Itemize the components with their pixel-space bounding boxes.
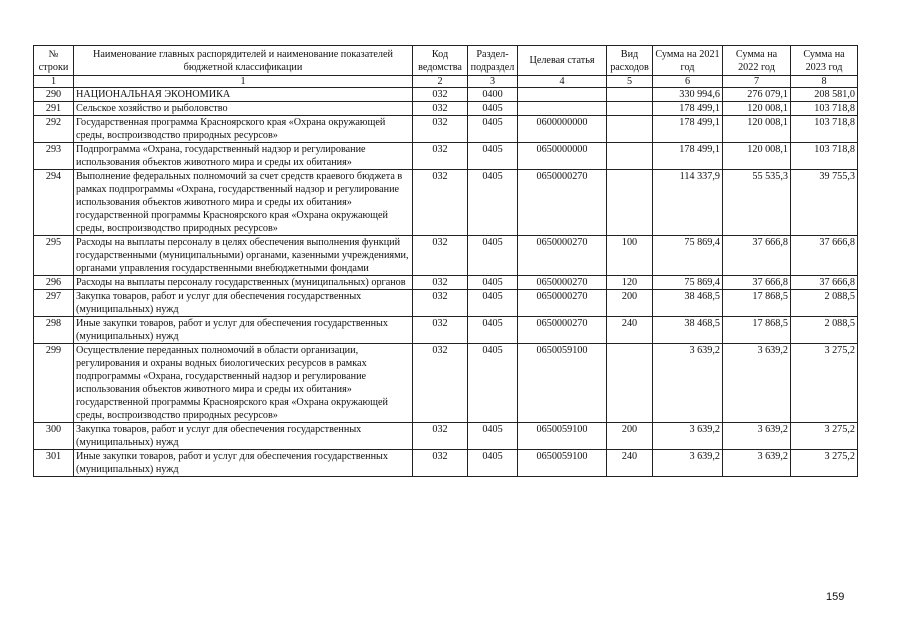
row-sum-2021: 178 499,1 (653, 116, 723, 143)
row-target-code: 0650000270 (518, 170, 607, 236)
row-section-code: 0405 (468, 450, 518, 477)
header-dept: Код ведомства (413, 46, 468, 76)
row-dept-code: 032 (413, 143, 468, 170)
table-row (34, 88, 858, 102)
row-sum-2021: 3 639,2 (653, 344, 723, 423)
row-dept-code: 032 (413, 116, 468, 143)
row-expense-type (607, 88, 653, 102)
header-2021: Сумма на 2021 год (653, 46, 723, 76)
column-number: 3 (468, 76, 518, 88)
row-expense-type: 240 (607, 450, 653, 477)
table-row (34, 170, 858, 236)
row-target-code: 0600000000 (518, 116, 607, 143)
row-sum-2021: 178 499,1 (653, 143, 723, 170)
table-row (34, 344, 858, 423)
column-number: 8 (791, 76, 858, 88)
row-name: НАЦИОНАЛЬНАЯ ЭКОНОМИКА (74, 88, 413, 102)
row-sum-2022: 37 666,8 (723, 276, 791, 290)
row-number: 293 (34, 143, 74, 170)
row-number: 294 (34, 170, 74, 236)
row-section-code: 0405 (468, 276, 518, 290)
row-sum-2021: 330 994,6 (653, 88, 723, 102)
table-row (34, 236, 858, 276)
row-section-code: 0405 (468, 170, 518, 236)
header-row (34, 46, 858, 76)
row-number: 295 (34, 236, 74, 276)
row-dept-code: 032 (413, 102, 468, 116)
row-sum-2022: 120 008,1 (723, 116, 791, 143)
row-target-code: 0650059100 (518, 344, 607, 423)
column-number: 1 (34, 76, 74, 88)
row-dept-code: 032 (413, 290, 468, 317)
row-sum-2022: 3 639,2 (723, 450, 791, 477)
column-number: 4 (518, 76, 607, 88)
row-dept-code: 032 (413, 170, 468, 236)
row-target-code: 0650000270 (518, 236, 607, 276)
row-name: Сельское хозяйство и рыболовство (74, 102, 413, 116)
row-sum-2022: 55 535,3 (723, 170, 791, 236)
row-dept-code: 032 (413, 88, 468, 102)
row-name: Закупка товаров, работ и услуг для обеспечения государственных (муниципальных) нужд (74, 423, 413, 450)
row-expense-type (607, 170, 653, 236)
row-sum-2023: 3 275,2 (791, 450, 858, 477)
row-section-code: 0405 (468, 317, 518, 344)
row-number: 299 (34, 344, 74, 423)
row-sum-2021: 3 639,2 (653, 450, 723, 477)
row-sum-2021: 178 499,1 (653, 102, 723, 116)
row-number: 297 (34, 290, 74, 317)
header-target: Целевая статья (518, 46, 607, 76)
row-target-code (518, 102, 607, 116)
row-name: Подпрограмма «Охрана, государственный надзор и регулирование использования объектов животного мира и среды их обитания» (74, 143, 413, 170)
row-dept-code: 032 (413, 317, 468, 344)
row-name: Расходы на выплаты персоналу государственных (муниципальных) органов (74, 276, 413, 290)
row-name: Государственная программа Красноярского края «Охрана окружающей среды, воспроизводство природных ресурсов» (74, 116, 413, 143)
row-dept-code: 032 (413, 236, 468, 276)
row-sum-2022: 120 008,1 (723, 102, 791, 116)
table-row (34, 423, 858, 450)
row-dept-code: 032 (413, 450, 468, 477)
row-number: 296 (34, 276, 74, 290)
row-sum-2021: 38 468,5 (653, 317, 723, 344)
row-sum-2023: 103 718,8 (791, 143, 858, 170)
row-expense-type (607, 143, 653, 170)
header-2023: Сумма на 2023 год (791, 46, 858, 76)
row-sum-2023: 37 666,8 (791, 276, 858, 290)
row-name: Закупка товаров, работ и услуг для обеспечения государственных (муниципальных) нужд (74, 290, 413, 317)
header-section: Раздел-подраздел (468, 46, 518, 76)
row-sum-2023: 3 275,2 (791, 423, 858, 450)
row-sum-2021: 75 869,4 (653, 276, 723, 290)
row-sum-2022: 37 666,8 (723, 236, 791, 276)
row-number: 291 (34, 102, 74, 116)
row-sum-2023: 103 718,8 (791, 116, 858, 143)
row-sum-2021: 3 639,2 (653, 423, 723, 450)
row-section-code: 0405 (468, 116, 518, 143)
row-section-code: 0405 (468, 290, 518, 317)
column-number: 5 (607, 76, 653, 88)
row-sum-2022: 3 639,2 (723, 344, 791, 423)
row-sum-2022: 17 868,5 (723, 290, 791, 317)
row-target-code: 0650000270 (518, 317, 607, 344)
row-section-code: 0405 (468, 102, 518, 116)
budget-table (33, 45, 858, 477)
header-num: № строки (34, 46, 74, 76)
row-sum-2021: 114 337,9 (653, 170, 723, 236)
row-expense-type (607, 116, 653, 143)
row-section-code: 0405 (468, 344, 518, 423)
row-number: 300 (34, 423, 74, 450)
table-row (34, 143, 858, 170)
row-section-code: 0405 (468, 143, 518, 170)
table-row (34, 450, 858, 477)
row-dept-code: 032 (413, 276, 468, 290)
row-target-code: 0650000270 (518, 276, 607, 290)
row-number: 301 (34, 450, 74, 477)
row-number: 292 (34, 116, 74, 143)
table-row (34, 317, 858, 344)
row-expense-type: 200 (607, 423, 653, 450)
row-target-code: 0650059100 (518, 450, 607, 477)
column-number: 7 (723, 76, 791, 88)
row-name: Осуществление переданных полномочий в области организации, регулирования и охраны водных биологических ресурсов в рамках подпрограммы «Охрана, государственный надзор и регулирование использования объектов животного мира и среды их обитания» государственной программы Красноярского края «Охрана окружающей среды, воспроизводство природных ресурсов» (74, 344, 413, 423)
row-sum-2022: 17 868,5 (723, 317, 791, 344)
row-sum-2023: 208 581,0 (791, 88, 858, 102)
row-sum-2023: 39 755,3 (791, 170, 858, 236)
row-expense-type (607, 102, 653, 116)
row-sum-2022: 3 639,2 (723, 423, 791, 450)
row-name: Выполнение федеральных полномочий за счет средств краевого бюджета в рамках подпрограммы «Охрана, государственный надзор и регулирование использования объектов животного мира и среды их обитания» государственной программы Красноярского края «Охрана окружающей среды, воспроизводство природных ресурсов» (74, 170, 413, 236)
row-expense-type: 200 (607, 290, 653, 317)
row-section-code: 0400 (468, 88, 518, 102)
row-sum-2023: 3 275,2 (791, 344, 858, 423)
row-number: 298 (34, 317, 74, 344)
row-target-code: 0650059100 (518, 423, 607, 450)
row-number: 290 (34, 88, 74, 102)
column-number: 1 (74, 76, 413, 88)
row-sum-2021: 38 468,5 (653, 290, 723, 317)
row-section-code: 0405 (468, 236, 518, 276)
row-sum-2023: 2 088,5 (791, 290, 858, 317)
header-name: Наименование главных распорядителей и наименование показателей бюджетной классификации (74, 46, 413, 76)
table-row (34, 116, 858, 143)
row-target-code (518, 88, 607, 102)
row-section-code: 0405 (468, 423, 518, 450)
row-name: Иные закупки товаров, работ и услуг для обеспечения государственных (муниципальных) нужд (74, 450, 413, 477)
row-expense-type: 240 (607, 317, 653, 344)
row-sum-2022: 276 079,1 (723, 88, 791, 102)
header-exp: Вид расходов (607, 46, 653, 76)
row-dept-code: 032 (413, 344, 468, 423)
row-sum-2023: 103 718,8 (791, 102, 858, 116)
table-row (34, 276, 858, 290)
row-dept-code: 032 (413, 423, 468, 450)
row-name: Иные закупки товаров, работ и услуг для обеспечения государственных (муниципальных) нужд (74, 317, 413, 344)
page-number: 159 (826, 591, 845, 603)
row-target-code: 0650000270 (518, 290, 607, 317)
row-name: Расходы на выплаты персоналу в целях обеспечения выполнения функций государственными (муниципальными) органами, казенными учреждениями, органами управления государственными внебюджетными фондами (74, 236, 413, 276)
row-expense-type: 100 (607, 236, 653, 276)
column-number-row (34, 76, 858, 88)
header-2022: Сумма на 2022 год (723, 46, 791, 76)
column-number: 2 (413, 76, 468, 88)
row-sum-2022: 120 008,1 (723, 143, 791, 170)
table-row (34, 290, 858, 317)
table-row (34, 102, 858, 116)
column-number: 6 (653, 76, 723, 88)
row-sum-2023: 37 666,8 (791, 236, 858, 276)
row-sum-2021: 75 869,4 (653, 236, 723, 276)
row-sum-2023: 2 088,5 (791, 317, 858, 344)
row-expense-type: 120 (607, 276, 653, 290)
row-target-code: 0650000000 (518, 143, 607, 170)
row-expense-type (607, 344, 653, 423)
